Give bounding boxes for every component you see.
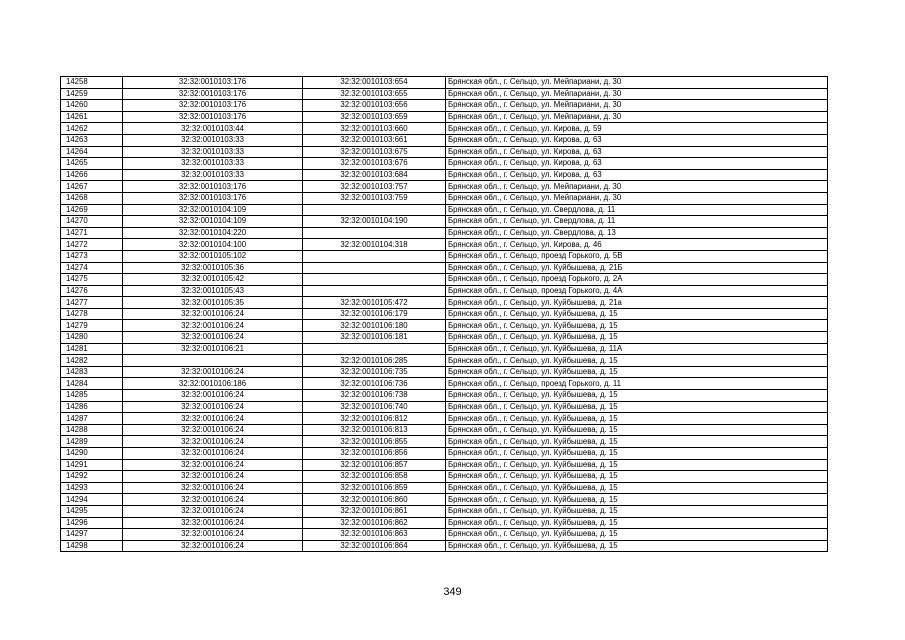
- table-row: [61, 401, 828, 413]
- object-cadastral-number-cell: 32:32:0010106:180: [303, 320, 446, 332]
- row-number-cell: 14285: [61, 390, 123, 402]
- table-row: [61, 378, 828, 390]
- address-cell: Брянская обл., г. Сельцо, ул. Куйбышева, д. 15: [446, 332, 828, 344]
- parent-cadastral-number-cell: 32:32:0010105:35: [123, 297, 303, 309]
- table-row: [61, 320, 828, 332]
- row-number-cell: 14265: [61, 158, 123, 170]
- row-number-cell: 14273: [61, 250, 123, 262]
- table-row: [61, 343, 828, 355]
- object-cadastral-number-cell: 32:32:0010106:861: [303, 505, 446, 517]
- object-cadastral-number-cell: [303, 274, 446, 286]
- parent-cadastral-number-cell: 32:32:0010106:24: [123, 390, 303, 402]
- row-number-cell: 14295: [61, 505, 123, 517]
- table-row: [61, 413, 828, 425]
- row-number-cell: 14278: [61, 308, 123, 320]
- row-number-cell: 14268: [61, 192, 123, 204]
- table-row: [61, 471, 828, 483]
- table-row: [61, 366, 828, 378]
- address-cell: Брянская обл., г. Сельцо, ул. Куйбышева, д. 15: [446, 505, 828, 517]
- row-number-cell: 14259: [61, 88, 123, 100]
- parent-cadastral-number-cell: 32:32:0010104:100: [123, 239, 303, 251]
- parent-cadastral-number-cell: 32:32:0010106:24: [123, 471, 303, 483]
- row-number-cell: 14270: [61, 216, 123, 228]
- row-number-cell: 14286: [61, 401, 123, 413]
- parent-cadastral-number-cell: 32:32:0010106:24: [123, 494, 303, 506]
- row-number-cell: 14269: [61, 204, 123, 216]
- parent-cadastral-number-cell: 32:32:0010103:176: [123, 100, 303, 112]
- row-number-cell: 14294: [61, 494, 123, 506]
- address-cell: Брянская обл., г. Сельцо, проезд Горького, д. 4А: [446, 285, 828, 297]
- object-cadastral-number-cell: 32:32:0010103:676: [303, 158, 446, 170]
- object-cadastral-number-cell: [303, 250, 446, 262]
- object-cadastral-number-cell: 32:32:0010103:759: [303, 192, 446, 204]
- object-cadastral-number-cell: 32:32:0010106:862: [303, 517, 446, 529]
- parent-cadastral-number-cell: 32:32:0010105:43: [123, 285, 303, 297]
- parent-cadastral-number-cell: 32:32:0010105:102: [123, 250, 303, 262]
- address-cell: Брянская обл., г. Сельцо, ул. Свердлова, д. 11: [446, 216, 828, 228]
- parent-cadastral-number-cell: 32:32:0010106:24: [123, 505, 303, 517]
- table-row: [61, 239, 828, 251]
- parent-cadastral-number-cell: 32:32:0010104:109: [123, 204, 303, 216]
- address-cell: Брянская обл., г. Сельцо, ул. Куйбышева, д. 15: [446, 424, 828, 436]
- table-row: [61, 424, 828, 436]
- object-cadastral-number-cell: 32:32:0010106:738: [303, 390, 446, 402]
- row-number-cell: 14288: [61, 424, 123, 436]
- address-cell: Брянская обл., г. Сельцо, ул. Кирова, д. 63: [446, 146, 828, 158]
- address-cell: Брянская обл., г. Сельцо, ул. Куйбышева, д. 11А: [446, 343, 828, 355]
- table-row: [61, 192, 828, 204]
- row-number-cell: 14276: [61, 285, 123, 297]
- row-number-cell: 14258: [61, 77, 123, 89]
- row-number-cell: 14289: [61, 436, 123, 448]
- table-row: [61, 111, 828, 123]
- row-number-cell: 14290: [61, 448, 123, 460]
- parent-cadastral-number-cell: 32:32:0010106:24: [123, 320, 303, 332]
- table-row: [61, 216, 828, 228]
- object-cadastral-number-cell: 32:32:0010106:812: [303, 413, 446, 425]
- row-number-cell: 14263: [61, 134, 123, 146]
- parent-cadastral-number-cell: 32:32:0010105:36: [123, 262, 303, 274]
- parent-cadastral-number-cell: 32:32:0010106:24: [123, 308, 303, 320]
- address-cell: Брянская обл., г. Сельцо, ул. Куйбышева, д. 15: [446, 517, 828, 529]
- parent-cadastral-number-cell: 32:32:0010106:24: [123, 459, 303, 471]
- address-cell: Брянская обл., г. Сельцо, ул. Кирова, д. 59: [446, 123, 828, 135]
- table-row: [61, 459, 828, 471]
- address-cell: Брянская обл., г. Сельцо, ул. Куйбышева, д. 15: [446, 436, 828, 448]
- registry-table-body: [61, 77, 828, 552]
- row-number-cell: 14279: [61, 320, 123, 332]
- object-cadastral-number-cell: 32:32:0010106:179: [303, 308, 446, 320]
- table-row: [61, 448, 828, 460]
- object-cadastral-number-cell: [303, 285, 446, 297]
- row-number-cell: 14264: [61, 146, 123, 158]
- parent-cadastral-number-cell: 32:32:0010103:33: [123, 169, 303, 181]
- address-cell: Брянская обл., г. Сельцо, ул. Куйбышева, д. 21Б: [446, 262, 828, 274]
- parent-cadastral-number-cell: 32:32:0010103:176: [123, 88, 303, 100]
- object-cadastral-number-cell: 32:32:0010106:858: [303, 471, 446, 483]
- object-cadastral-number-cell: 32:32:0010103:659: [303, 111, 446, 123]
- table-row: [61, 100, 828, 112]
- parent-cadastral-number-cell: 32:32:0010106:24: [123, 332, 303, 344]
- address-cell: Брянская обл., г. Сельцо, ул. Куйбышева, д. 15: [446, 459, 828, 471]
- table-row: [61, 529, 828, 541]
- row-number-cell: 14298: [61, 540, 123, 552]
- object-cadastral-number-cell: 32:32:0010106:740: [303, 401, 446, 413]
- object-cadastral-number-cell: [303, 262, 446, 274]
- table-row: [61, 158, 828, 170]
- object-cadastral-number-cell: 32:32:0010103:757: [303, 181, 446, 193]
- table-row: [61, 390, 828, 402]
- row-number-cell: 14267: [61, 181, 123, 193]
- address-cell: Брянская обл., г. Сельцо, ул. Свердлова, д. 13: [446, 227, 828, 239]
- table-row: [61, 262, 828, 274]
- table-row: [61, 505, 828, 517]
- object-cadastral-number-cell: 32:32:0010103:660: [303, 123, 446, 135]
- parent-cadastral-number-cell: 32:32:0010106:24: [123, 366, 303, 378]
- address-cell: Брянская обл., г. Сельцо, ул. Куйбышева, д. 15: [446, 540, 828, 552]
- address-cell: Брянская обл., г. Сельцо, ул. Куйбышева, д. 15: [446, 529, 828, 541]
- parent-cadastral-number-cell: 32:32:0010106:24: [123, 517, 303, 529]
- table-row: [61, 181, 828, 193]
- address-cell: Брянская обл., г. Сельцо, ул. Куйбышева, д. 15: [446, 390, 828, 402]
- row-number-cell: 14282: [61, 355, 123, 367]
- table-row: [61, 285, 828, 297]
- row-number-cell: 14284: [61, 378, 123, 390]
- object-cadastral-number-cell: 32:32:0010106:181: [303, 332, 446, 344]
- parent-cadastral-number-cell: 32:32:0010103:33: [123, 158, 303, 170]
- parent-cadastral-number-cell: 32:32:0010103:44: [123, 123, 303, 135]
- parent-cadastral-number-cell: 32:32:0010103:176: [123, 77, 303, 89]
- table-row: [61, 274, 828, 286]
- object-cadastral-number-cell: 32:32:0010106:856: [303, 448, 446, 460]
- address-cell: Брянская обл., г. Сельцо, ул. Мейпариани, д. 30: [446, 88, 828, 100]
- parent-cadastral-number-cell: 32:32:0010106:24: [123, 540, 303, 552]
- object-cadastral-number-cell: 32:32:0010103:655: [303, 88, 446, 100]
- parent-cadastral-number-cell: 32:32:0010106:21: [123, 343, 303, 355]
- table-row: [61, 436, 828, 448]
- parent-cadastral-number-cell: 32:32:0010106:24: [123, 448, 303, 460]
- object-cadastral-number-cell: 32:32:0010106:863: [303, 529, 446, 541]
- object-cadastral-number-cell: 32:32:0010106:860: [303, 494, 446, 506]
- address-cell: Брянская обл., г. Сельцо, ул. Куйбышева, д. 15: [446, 401, 828, 413]
- parent-cadastral-number-cell: 32:32:0010103:176: [123, 192, 303, 204]
- object-cadastral-number-cell: 32:32:0010106:736: [303, 378, 446, 390]
- parent-cadastral-number-cell: 32:32:0010103:33: [123, 146, 303, 158]
- object-cadastral-number-cell: 32:32:0010103:675: [303, 146, 446, 158]
- address-cell: Брянская обл., г. Сельцо, ул. Куйбышева, д. 15: [446, 482, 828, 494]
- parent-cadastral-number-cell: 32:32:0010106:24: [123, 413, 303, 425]
- parent-cadastral-number-cell: 32:32:0010104:109: [123, 216, 303, 228]
- table-row: [61, 540, 828, 552]
- object-cadastral-number-cell: 32:32:0010104:190: [303, 216, 446, 228]
- row-number-cell: 14292: [61, 471, 123, 483]
- parent-cadastral-number-cell: 32:32:0010103:176: [123, 111, 303, 123]
- row-number-cell: 14262: [61, 123, 123, 135]
- address-cell: Брянская обл., г. Сельцо, ул. Куйбышева, д. 15: [446, 448, 828, 460]
- table-row: [61, 123, 828, 135]
- address-cell: Брянская обл., г. Сельцо, ул. Куйбышева, д. 15: [446, 355, 828, 367]
- table-row: [61, 494, 828, 506]
- row-number-cell: 14272: [61, 239, 123, 251]
- address-cell: Брянская обл., г. Сельцо, проезд Горького, д. 5В: [446, 250, 828, 262]
- table-row: [61, 88, 828, 100]
- row-number-cell: 14260: [61, 100, 123, 112]
- object-cadastral-number-cell: [303, 227, 446, 239]
- address-cell: Брянская обл., г. Сельцо, ул. Мейпариани, д. 30: [446, 192, 828, 204]
- address-cell: Брянская обл., г. Сельцо, ул. Куйбышева, д. 15: [446, 471, 828, 483]
- parent-cadastral-number-cell: 32:32:0010106:24: [123, 424, 303, 436]
- parent-cadastral-number-cell: 32:32:0010104:220: [123, 227, 303, 239]
- parent-cadastral-number-cell: 32:32:0010106:24: [123, 529, 303, 541]
- registry-table: [60, 76, 828, 552]
- row-number-cell: 14287: [61, 413, 123, 425]
- object-cadastral-number-cell: 32:32:0010106:285: [303, 355, 446, 367]
- address-cell: Брянская обл., г. Сельцо, проезд Горького, д. 11: [446, 378, 828, 390]
- object-cadastral-number-cell: 32:32:0010106:857: [303, 459, 446, 471]
- row-number-cell: 14283: [61, 366, 123, 378]
- object-cadastral-number-cell: 32:32:0010103:656: [303, 100, 446, 112]
- object-cadastral-number-cell: 32:32:0010106:855: [303, 436, 446, 448]
- parent-cadastral-number-cell: 32:32:0010106:24: [123, 482, 303, 494]
- object-cadastral-number-cell: 32:32:0010103:661: [303, 134, 446, 146]
- address-cell: Брянская обл., г. Сельцо, ул. Мейпариани, д. 30: [446, 100, 828, 112]
- table-row: [61, 77, 828, 89]
- parent-cadastral-number-cell: 32:32:0010103:33: [123, 134, 303, 146]
- address-cell: Брянская обл., г. Сельцо, ул. Мейпариани, д. 30: [446, 181, 828, 193]
- row-number-cell: 14297: [61, 529, 123, 541]
- page-number: 349: [443, 586, 462, 598]
- row-number-cell: 14261: [61, 111, 123, 123]
- table-row: [61, 204, 828, 216]
- address-cell: Брянская обл., г. Сельцо, ул. Куйбышева, д. 15: [446, 494, 828, 506]
- table-row: [61, 332, 828, 344]
- parent-cadastral-number-cell: 32:32:0010106:186: [123, 378, 303, 390]
- object-cadastral-number-cell: 32:32:0010106:813: [303, 424, 446, 436]
- object-cadastral-number-cell: 32:32:0010106:735: [303, 366, 446, 378]
- parent-cadastral-number-cell: 32:32:0010106:24: [123, 436, 303, 448]
- row-number-cell: 14293: [61, 482, 123, 494]
- row-number-cell: 14275: [61, 274, 123, 286]
- address-cell: Брянская обл., г. Сельцо, проезд Горького, д. 2А: [446, 274, 828, 286]
- object-cadastral-number-cell: 32:32:0010106:864: [303, 540, 446, 552]
- object-cadastral-number-cell: [303, 204, 446, 216]
- table-row: [61, 134, 828, 146]
- table-row: [61, 250, 828, 262]
- object-cadastral-number-cell: 32:32:0010103:654: [303, 77, 446, 89]
- address-cell: Брянская обл., г. Сельцо, ул. Мейпариани, д. 30: [446, 77, 828, 89]
- address-cell: Брянская обл., г. Сельцо, ул. Кирова, д. 46: [446, 239, 828, 251]
- row-number-cell: 14277: [61, 297, 123, 309]
- table-row: [61, 146, 828, 158]
- address-cell: Брянская обл., г. Сельцо, ул. Кирова, д. 63: [446, 158, 828, 170]
- table-row: [61, 169, 828, 181]
- row-number-cell: 14281: [61, 343, 123, 355]
- address-cell: Брянская обл., г. Сельцо, ул. Куйбышева, д. 15: [446, 366, 828, 378]
- table-row: [61, 517, 828, 529]
- row-number-cell: 14280: [61, 332, 123, 344]
- address-cell: Брянская обл., г. Сельцо, ул. Кирова, д. 63: [446, 169, 828, 181]
- row-number-cell: 14274: [61, 262, 123, 274]
- row-number-cell: 14271: [61, 227, 123, 239]
- table-row: [61, 308, 828, 320]
- address-cell: Брянская обл., г. Сельцо, ул. Куйбышева, д. 21а: [446, 297, 828, 309]
- parent-cadastral-number-cell: 32:32:0010103:176: [123, 181, 303, 193]
- row-number-cell: 14296: [61, 517, 123, 529]
- parent-cadastral-number-cell: [123, 355, 303, 367]
- address-cell: Брянская обл., г. Сельцо, ул. Кирова, д. 63: [446, 134, 828, 146]
- row-number-cell: 14291: [61, 459, 123, 471]
- object-cadastral-number-cell: [303, 343, 446, 355]
- table-row: [61, 227, 828, 239]
- row-number-cell: 14266: [61, 169, 123, 181]
- object-cadastral-number-cell: 32:32:0010105:472: [303, 297, 446, 309]
- parent-cadastral-number-cell: 32:32:0010106:24: [123, 401, 303, 413]
- object-cadastral-number-cell: 32:32:0010106:859: [303, 482, 446, 494]
- address-cell: Брянская обл., г. Сельцо, ул. Куйбышева, д. 15: [446, 413, 828, 425]
- table-row: [61, 482, 828, 494]
- address-cell: Брянская обл., г. Сельцо, ул. Куйбышева, д. 15: [446, 308, 828, 320]
- object-cadastral-number-cell: 32:32:0010103:684: [303, 169, 446, 181]
- address-cell: Брянская обл., г. Сельцо, ул. Свердлова, д. 11: [446, 204, 828, 216]
- object-cadastral-number-cell: 32:32:0010104:318: [303, 239, 446, 251]
- parent-cadastral-number-cell: 32:32:0010105:42: [123, 274, 303, 286]
- address-cell: Брянская обл., г. Сельцо, ул. Мейпариани, д. 30: [446, 111, 828, 123]
- address-cell: Брянская обл., г. Сельцо, ул. Куйбышева, д. 15: [446, 320, 828, 332]
- table-row: [61, 297, 828, 309]
- table-row: [61, 355, 828, 367]
